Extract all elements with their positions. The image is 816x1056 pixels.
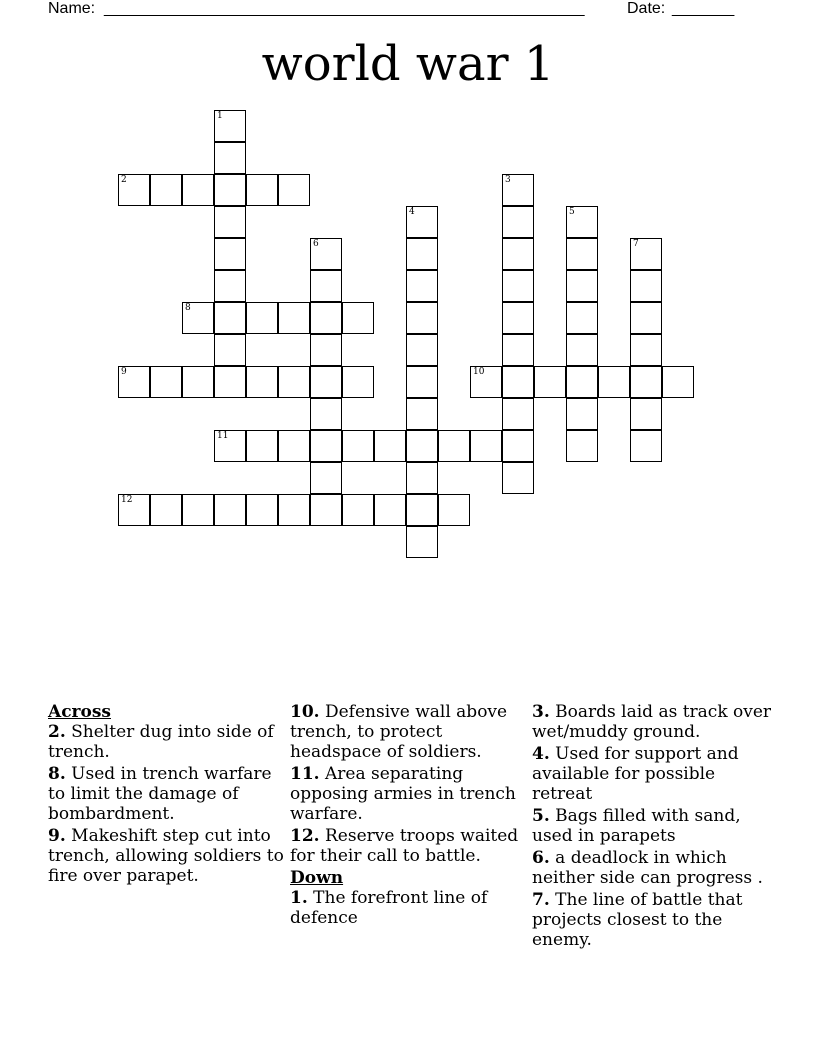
clue-across-2 bbox=[48, 722, 284, 762]
grid-cell[interactable] bbox=[502, 238, 534, 270]
grid-cell[interactable] bbox=[502, 398, 534, 430]
clue-number: 9. bbox=[48, 826, 66, 846]
grid-cell[interactable] bbox=[214, 334, 246, 366]
grid-cell[interactable] bbox=[150, 174, 182, 206]
grid-cell[interactable] bbox=[502, 462, 534, 494]
grid-cell[interactable] bbox=[502, 270, 534, 302]
cell-number: 1 bbox=[217, 111, 223, 121]
clue-down-4 bbox=[532, 744, 778, 804]
grid-cell[interactable] bbox=[630, 270, 662, 302]
clue-number: 3. bbox=[532, 702, 550, 722]
clue-text: The line of battle that projects closest to the enemy. bbox=[532, 890, 743, 950]
grid-cell[interactable] bbox=[278, 302, 310, 334]
cell-number: 9 bbox=[121, 367, 127, 377]
grid-cell[interactable] bbox=[630, 302, 662, 334]
grid-cell[interactable] bbox=[502, 206, 534, 238]
grid-cell[interactable] bbox=[502, 174, 534, 206]
grid-cell[interactable] bbox=[310, 462, 342, 494]
cell-number: 12 bbox=[121, 495, 133, 505]
grid-cell[interactable] bbox=[310, 430, 342, 462]
grid-cell[interactable] bbox=[630, 366, 662, 398]
grid-cell[interactable] bbox=[502, 366, 534, 398]
grid-cell[interactable] bbox=[278, 174, 310, 206]
grid-cell[interactable] bbox=[342, 302, 374, 334]
grid-cell[interactable] bbox=[406, 238, 438, 270]
grid-cell[interactable] bbox=[214, 270, 246, 302]
clue-text: Defensive wall above trench, to protect headspace of soldiers. bbox=[290, 702, 508, 762]
clue-number: 8. bbox=[48, 764, 66, 784]
clue-number: 2. bbox=[48, 722, 66, 742]
clues-column-2 bbox=[290, 702, 526, 930]
grid-cell[interactable] bbox=[374, 430, 406, 462]
grid-cell[interactable] bbox=[470, 430, 502, 462]
grid-cell[interactable] bbox=[406, 462, 438, 494]
grid-cell[interactable] bbox=[566, 238, 598, 270]
grid-cell[interactable] bbox=[438, 430, 470, 462]
grid-cell[interactable] bbox=[566, 334, 598, 366]
clue-text: Makeshift step cut into trench, allowing soldiers to fire over parapet. bbox=[48, 826, 284, 886]
clue-number: 10. bbox=[290, 702, 320, 722]
date-line[interactable]: _______ bbox=[672, 0, 735, 17]
grid-cell[interactable] bbox=[406, 398, 438, 430]
clue-text: The forefront line of defence bbox=[290, 888, 488, 928]
grid-cell[interactable] bbox=[278, 366, 310, 398]
cell-number: 10 bbox=[473, 367, 485, 377]
clue-across-11 bbox=[290, 764, 526, 824]
grid-cell[interactable] bbox=[214, 142, 246, 174]
grid-cell[interactable] bbox=[214, 302, 246, 334]
grid-cell[interactable] bbox=[566, 270, 598, 302]
clues-column-3 bbox=[532, 702, 778, 952]
grid-cell[interactable] bbox=[662, 366, 694, 398]
grid-cell[interactable] bbox=[278, 430, 310, 462]
grid-cell[interactable] bbox=[310, 302, 342, 334]
clue-number: 7. bbox=[532, 890, 550, 910]
grid-cell[interactable] bbox=[566, 302, 598, 334]
grid-cell[interactable] bbox=[438, 494, 470, 526]
page-title: world war 1 bbox=[261, 36, 555, 92]
grid-cell[interactable] bbox=[310, 334, 342, 366]
grid-cell[interactable] bbox=[246, 430, 278, 462]
grid-cell[interactable] bbox=[502, 302, 534, 334]
clue-text: Area separating opposing armies in trench warfare. bbox=[290, 764, 516, 824]
clue-across-8 bbox=[48, 764, 284, 824]
grid-cell[interactable] bbox=[182, 494, 214, 526]
grid-cell[interactable] bbox=[630, 334, 662, 366]
cell-number: 3 bbox=[505, 175, 511, 185]
grid-cell[interactable] bbox=[406, 526, 438, 558]
clue-down-1 bbox=[290, 888, 526, 928]
down-heading: Down bbox=[290, 868, 344, 888]
clue-down-5 bbox=[532, 806, 778, 846]
grid-cell[interactable] bbox=[278, 494, 310, 526]
grid-cell[interactable] bbox=[406, 302, 438, 334]
cell-number: 6 bbox=[313, 239, 319, 249]
grid-cell[interactable] bbox=[406, 334, 438, 366]
clue-across-10 bbox=[290, 702, 526, 762]
grid-cell[interactable] bbox=[630, 398, 662, 430]
grid-cell[interactable] bbox=[214, 430, 246, 462]
grid-cell[interactable] bbox=[310, 398, 342, 430]
clue-down-6 bbox=[532, 848, 778, 888]
grid-cell[interactable] bbox=[566, 398, 598, 430]
clue-text: Boards laid as track over wet/muddy ground. bbox=[532, 702, 772, 742]
clue-across-9 bbox=[48, 826, 284, 886]
grid-cell[interactable] bbox=[406, 366, 438, 398]
grid-cell[interactable] bbox=[310, 366, 342, 398]
grid-cell[interactable] bbox=[150, 494, 182, 526]
grid-cell[interactable] bbox=[182, 302, 214, 334]
clue-number: 12. bbox=[290, 826, 320, 846]
grid-cell[interactable] bbox=[214, 174, 246, 206]
grid-cell[interactable] bbox=[406, 494, 438, 526]
grid-cell[interactable] bbox=[342, 494, 374, 526]
clue-text: a deadlock in which neither side can progress . bbox=[532, 848, 763, 888]
grid-cell[interactable] bbox=[246, 494, 278, 526]
grid-cell[interactable] bbox=[118, 366, 150, 398]
date-label: Date: bbox=[627, 0, 666, 17]
grid-cell[interactable] bbox=[214, 494, 246, 526]
grid-cell[interactable] bbox=[214, 238, 246, 270]
cell-number: 8 bbox=[185, 303, 191, 313]
clue-text: Bags filled with sand, used in parapets bbox=[532, 806, 741, 846]
grid-cell[interactable] bbox=[342, 430, 374, 462]
grid-cell[interactable] bbox=[214, 366, 246, 398]
grid-cell[interactable] bbox=[566, 430, 598, 462]
clue-number: 11. bbox=[290, 764, 320, 784]
across-heading: Across bbox=[48, 702, 111, 722]
grid-cell[interactable] bbox=[118, 494, 150, 526]
cell-number: 11 bbox=[217, 431, 229, 441]
grid-cell[interactable] bbox=[150, 366, 182, 398]
grid-cell[interactable] bbox=[502, 334, 534, 366]
name-line[interactable]: ______________________________________________________ bbox=[104, 0, 585, 17]
name-label: Name: bbox=[48, 0, 96, 17]
grid-cell[interactable] bbox=[342, 366, 374, 398]
clue-number: 1. bbox=[290, 888, 308, 908]
clue-down-3 bbox=[532, 702, 778, 742]
cell-number: 4 bbox=[409, 207, 415, 217]
grid-cell[interactable] bbox=[374, 494, 406, 526]
grid-cell[interactable] bbox=[406, 430, 438, 462]
cell-number: 2 bbox=[121, 175, 127, 185]
grid-cell[interactable] bbox=[214, 206, 246, 238]
grid-cell[interactable] bbox=[566, 366, 598, 398]
clue-text: Reserve troops waited for their call to battle. bbox=[290, 826, 519, 866]
clue-across-12 bbox=[290, 826, 526, 866]
cell-number: 7 bbox=[633, 239, 639, 249]
grid-cell[interactable] bbox=[182, 174, 214, 206]
clue-text: Shelter dug into side of trench. bbox=[48, 722, 274, 762]
clue-number: 5. bbox=[532, 806, 550, 826]
grid-cell[interactable] bbox=[310, 270, 342, 302]
grid-cell[interactable] bbox=[246, 174, 278, 206]
grid-cell[interactable] bbox=[310, 494, 342, 526]
clues-column-1 bbox=[48, 702, 284, 888]
grid-cell[interactable] bbox=[246, 366, 278, 398]
grid-cell[interactable] bbox=[598, 366, 630, 398]
cell-number: 5 bbox=[569, 207, 575, 217]
grid-cell[interactable] bbox=[246, 302, 278, 334]
grid-cell[interactable] bbox=[534, 366, 566, 398]
clue-text: Used in trench warfare to limit the damage of bombardment. bbox=[48, 764, 272, 824]
grid-cell[interactable] bbox=[502, 430, 534, 462]
grid-cell[interactable] bbox=[182, 366, 214, 398]
clue-number: 4. bbox=[532, 744, 550, 764]
grid-cell[interactable] bbox=[406, 270, 438, 302]
grid-cell[interactable] bbox=[310, 238, 342, 270]
grid-cell[interactable] bbox=[118, 174, 150, 206]
grid-cell[interactable] bbox=[470, 366, 502, 398]
clue-down-7 bbox=[532, 890, 778, 950]
grid-cell[interactable] bbox=[406, 206, 438, 238]
grid-cell[interactable] bbox=[214, 110, 246, 142]
clue-number: 6. bbox=[532, 848, 550, 868]
grid-cell[interactable] bbox=[630, 430, 662, 462]
grid-cell[interactable] bbox=[630, 238, 662, 270]
grid-cell[interactable] bbox=[566, 206, 598, 238]
clue-text: Used for support and available for possible retreat bbox=[532, 744, 739, 804]
